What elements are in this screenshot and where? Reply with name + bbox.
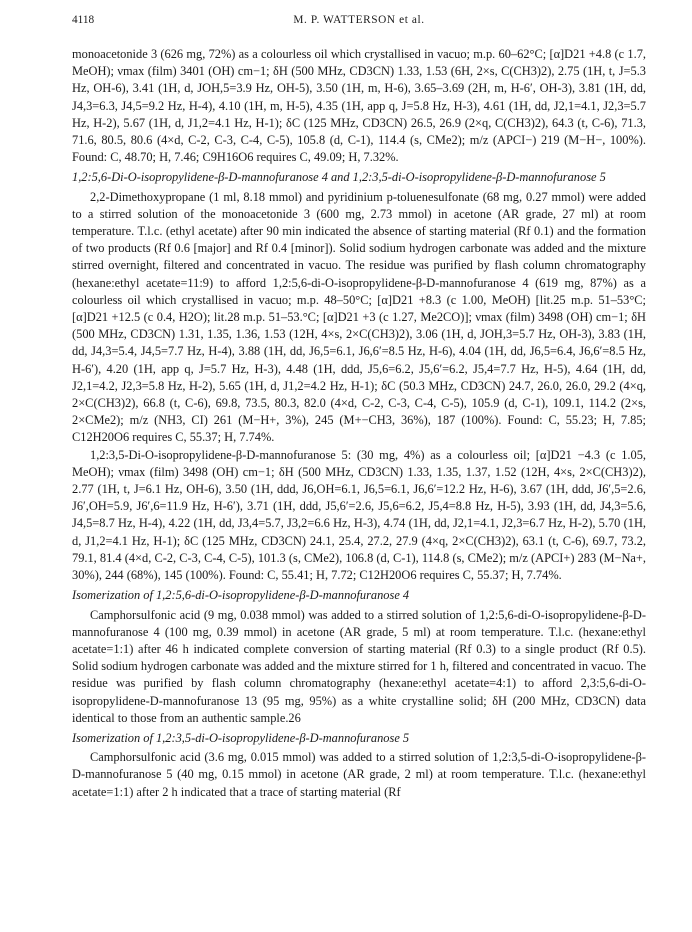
paragraph-diacetonide-5-data: 1,2:3,5-Di-O-isopropylidene-β-D-mannofuranose 5: (30 mg, 4%) as a colourless oil; [α]D21 −4.3 (c 1.05, MeOH); νmax (film) 3498 (OH) cm−1; δH (500 MHz, CD3CN) 1.33, 1.35, 1.37, 1.52 (12H, 4×s, 2×C(CH3)2), 2.77 (1H, t, J=6.1 Hz, OH-6), 3.50 (1H, ddd, J6,OH=6.1, J6,5=6.1, J6,6′=12.2 Hz, H-6), 3.67 (1H, ddd, J6′,5=2.6, J6′,OH=5.9, J6′,6=11.9 Hz, H-6′), 3.71 (1H, ddd, J5,6′=2.6, J5,6=6.2, J5,4=8.8 Hz, H-5), 3.93 (1H, dd, J4,3=5.6, J4,5=8.7 Hz, H-4), 4.22 (1H, dd, J3,4=5.7, J3,2=6.6 Hz, H-3), 4.74 (1H, dd, J2,1=4.1, J2,3=6.7 Hz, H-2), 5.70 (1H, d, J1,2=4.1 Hz, H-1); δC (125 MHz, CD3CN) 24.1, 25.4, 27.2, 27.9 (4×q, 2×C(CH3)2), 63.1 (t, C-6), 69.7, 73.2, 79.1, 81.4 (4×d, C-2, C-3, C-4, C-5), 101.3 (s, CMe2), 106.8 (d, C-1), 114.8 (s, CMe2); m/z (APCI+) 283 (M−Na+, 30%), 244 (68%), 145 (100%). Found: C, 55.41; H, 7.72; C12H20O6 requires C, 55.37; H, 7.74%. xyxy=(72,447,646,583)
running-head: M. P. WATTERSON et al. xyxy=(293,14,425,26)
paragraph-isomerization-5: Camphorsulfonic acid (3.6 mg, 0.015 mmol) was added to a stirred solution of 1,2:3,5-di-O-isopropylidene-β-D-mannofuranose 5 (40 mg, 0.15 mmol) in acetone (AR grade, 2 ml) at room temperature. T.l.c. (hexane:ethyl acetate=1:1) after 2 h indicated that a trace of starting material (Rf xyxy=(72,750,646,799)
paragraph-isomerization-4: Camphorsulfonic acid (9 mg, 0.038 mmol) was added to a stirred solution of 1,2:5,6-di-O-isopropylidene-β-D-mannofuranose 4 (100 mg, 0.39 mmol) in acetone (AR grade, 5 ml) at room temperature. T.l.c. (hexane:ethyl acetate=1:1) after 46 h indicated complete conversion of starting material (Rf 0.3) to a single product (Rf 0.5). Solid sodium hydrogen carbonate was added and the mixture stirred for 1 h, filtered and concentrated in vacuo. The residue was purified by flash column chromatography (hexane:ethyl acetate=4:1) to afford 2,3:5,6-di-O-isopropylidene-D-mannofuranose 13 (95 mg, 95%) as a white crystalline solid; δH (200 MHz, CD3CN) data identical to those from an authentic sample.26 xyxy=(72,607,646,725)
page-header xyxy=(72,14,646,34)
article-body xyxy=(72,46,646,926)
section-heading-isomerization-5: Isomerization of 1,2:3,5-di-O-isopropylidene-β-D-mannofuranose 5 xyxy=(72,730,410,745)
section-heading-isomerization-4: Isomerization of 1,2:5,6-di-O-isopropylidene-β-D-mannofuranose 4 xyxy=(72,588,410,603)
page-number: 4118 xyxy=(72,14,95,26)
paragraph-monoacetonide-data: monoacetonide 3 (626 mg, 72%) as a colourless oil which crystallised in vacuo; m.p. 60–62°C; [α]D21 +4.8 (c 1.7, MeOH); νmax (film) 3401 (OH) cm−1; δH (500 MHz, CD3CN) 1.33, 1.53 (6H, 2×s, C(CH3)2), 2.75 (1H, t, J=5.3 Hz, OH-6), 3.41 (1H, d, JOH,5=3.9 Hz, OH-5), 3.50 (1H, m, H-6), 3.65–3.69 (2H, m, H-6′, OH-3), 3.81 (1H, dd, J4,3=6.3, J4,5=9.2 Hz, H-4), 4.10 (1H, m, H-5), 4.35 (1H, app q, J=5.8 Hz, H-3), 4.61 (1H, dd, J2,1=4.1, J2,3=5.7 Hz, H-2), 5.67 (1H, d, J1,2=4.1 Hz, H-1); δC (125 MHz, CD3CN) 26.5, 26.9 (2×q, C(CH3)2), 64.3 (t, C-6), 71.3, 71.6, 80.5, 80.6 (4×d, C-2, C-3, C-4, C-5), 105.8 (d, C-1), 114.4 (s, CMe2); m/z (APCI−) 219 (M−H−, 100%). Found: C, 48.70; H, 7.46; C9H16O6 requires C, 49.09; H, 7.32%. xyxy=(72,47,646,165)
paragraph-diacetonide-4-procedure: 2,2-Dimethoxypropane (1 ml, 8.18 mmol) and pyridinium p-toluenesulfonate (68 mg, 0.27 mmol) were added to a stirred solution of the monoacetonide 3 (600 mg, 2.73 mmol) in acetone (AR grade, 27 ml) at room temperature. T.l.c. (ethyl acetate) after 90 min indicated the absence of starting material (Rf 0.1) and the formation of two products (Rf 0.6 [major] and Rf 0.4 [minor]). Solid sodium hydrogen carbonate was added and the mixture stirred overnight, filtered and concentrated in vacuo. The residue was purified by flash column chromatography (hexane:ethyl acetate=11:9) to afford 1,2:5,6-di-O-isopropylidene-β-D-mannofuranose 4 (619 mg, 87%) as a colourless oil which crystallised in vacuo; m.p. 48–50°C; [α]D21 +8.3 (c 1.00, MeOH) [lit.25 m.p. 51–53°C; [α]D21 +12.5 (c 0.4, H2O); lit.28 m.p. 51–53.°C; [α]D21 +3 (c 1.27, Me2CO)]; νmax (film) 3498 (OH) cm−1; δH (500 MHz, CD3CN) 1.31, 1.35, 1.36, 1.53 (12H, 4×s, 2×C(CH3)2), 3.06 (1H, d, JOH,3=5.7 Hz, OH-3), 3.83 (1H, dd, J4,3=5.4, J4,5=7.7 Hz, H-4), 3.88 (1H, dd, J6,5=6.1, J6,6′=8.5 Hz, H-6), 4.04 (1H, dd, J6,5=6.4, J6,6′=8.5 Hz, H-6′), 4.20 (1H, app q, J=5.7 Hz, H-3), 4.48 (1H, ddd, J5,6=6.2, J5,6′=6.2, J5,4=7.7 Hz, H-5), 4.64 (1H, dd, J2,1=4.2, J2,3=5.8 Hz, H-2), 5.65 (1H, d, J1,2=4.2 Hz, H-1); δC (50.3 MHz, CD3CN) 24.7, 26.0, 26.0, 29.2 (4×q, 2×C(CH3)2), 66.8 (t, C-6), 69.8, 73.5, 80.3, 82.0 (4×d, C-2, C-3, C-4, C-5), 105.9 (d, C-1), 109.1, 114.2 (2×s, 2×CMe2); m/z (NH3, CI) 261 (M−H+, 3%), 245 (M+−CH3, 36%), 187 (100%). Found: C, 55.23; H, 7.85; C12H20O6 requires C, 55.37; H, 7.74%. xyxy=(72,189,646,445)
section-heading-diacetonides: 1,2:5,6-Di-O-isopropylidene-β-D-mannofuranose 4 and 1,2:3,5-di-O-isopropylidene-β-D-mannofuranose 5 xyxy=(72,170,606,185)
